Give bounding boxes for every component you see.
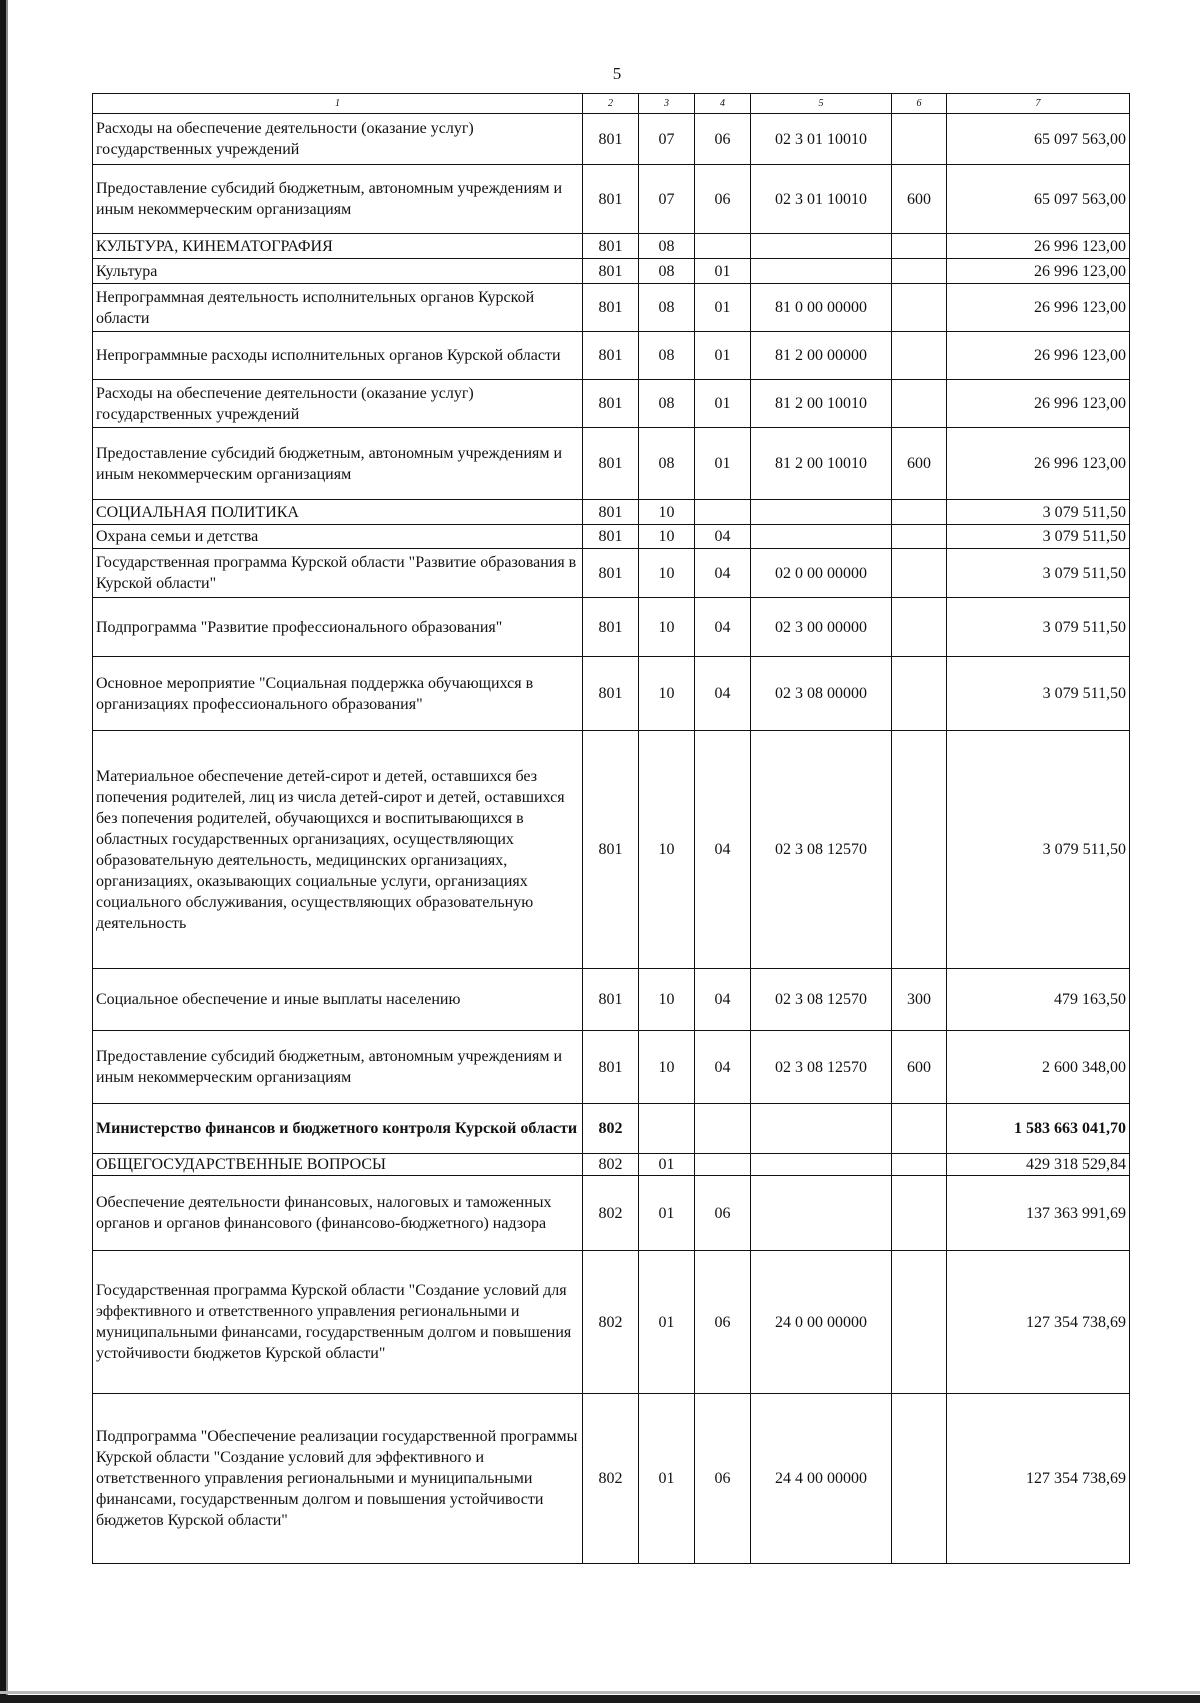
amount: 3 079 511,50 bbox=[947, 500, 1130, 525]
col-4-value bbox=[695, 1154, 751, 1176]
row-name: Основное мероприятие "Социальная поддержка обучающихся в организациях профессионального образования" bbox=[93, 657, 583, 731]
amount: 26 996 123,00 bbox=[947, 332, 1130, 380]
col-3-value: 01 bbox=[639, 1394, 695, 1564]
col-6-value bbox=[892, 114, 947, 165]
amount: 479 163,50 bbox=[947, 969, 1130, 1031]
row-name: Расходы на обеспечение деятельности (оказание услуг) государственных учреждений bbox=[93, 114, 583, 165]
row-name: Подпрограмма "Развитие профессионального образования" bbox=[93, 598, 583, 657]
col-6-value bbox=[892, 1104, 947, 1154]
col-3-value: 10 bbox=[639, 598, 695, 657]
row-name: КУЛЬТУРА, КИНЕМАТОГРАФИЯ bbox=[93, 234, 583, 259]
col-4-value: 06 bbox=[695, 1176, 751, 1251]
table-row bbox=[93, 598, 1130, 657]
amount: 26 996 123,00 bbox=[947, 259, 1130, 284]
table-row bbox=[93, 332, 1130, 380]
row-name: Предоставление субсидий бюджетным, автономным учреждениям и иным некоммерческим организациям bbox=[93, 1031, 583, 1104]
col-5-value bbox=[751, 1104, 892, 1154]
table-row bbox=[93, 380, 1130, 428]
col-5-value: 81 2 00 10010 bbox=[751, 380, 892, 428]
amount: 3 079 511,50 bbox=[947, 525, 1130, 549]
col-5-value: 24 0 00 00000 bbox=[751, 1251, 892, 1394]
row-name: ОБЩЕГОСУДАРСТВЕННЫЕ ВОПРОСЫ bbox=[93, 1154, 583, 1176]
table-row bbox=[93, 259, 1130, 284]
col-4-value: 06 bbox=[695, 114, 751, 165]
col-6-value bbox=[892, 332, 947, 380]
col-6-value: 600 bbox=[892, 428, 947, 500]
column-number-row bbox=[93, 94, 1130, 114]
col-5-value bbox=[751, 259, 892, 284]
col-2-value: 801 bbox=[583, 969, 639, 1031]
col-4-value: 01 bbox=[695, 259, 751, 284]
table-row bbox=[93, 1031, 1130, 1104]
col-6-value: 600 bbox=[892, 1031, 947, 1104]
col-3-value: 08 bbox=[639, 428, 695, 500]
col-3-value: 10 bbox=[639, 549, 695, 598]
amount: 1 583 663 041,70 bbox=[947, 1104, 1130, 1154]
col-3-value: 10 bbox=[639, 1031, 695, 1104]
page-number: 5 bbox=[612, 64, 622, 83]
col-4-value: 04 bbox=[695, 598, 751, 657]
col-4-value: 01 bbox=[695, 380, 751, 428]
col-6-value bbox=[892, 259, 947, 284]
col-3-value: 08 bbox=[639, 234, 695, 259]
table-row bbox=[93, 1251, 1130, 1394]
col-4-value: 04 bbox=[695, 525, 751, 549]
table-row bbox=[93, 1154, 1130, 1176]
col-2-value: 801 bbox=[583, 525, 639, 549]
column-number: 3 bbox=[639, 94, 695, 114]
col-3-value: 01 bbox=[639, 1251, 695, 1394]
amount: 137 363 991,69 bbox=[947, 1176, 1130, 1251]
col-4-value bbox=[695, 500, 751, 525]
col-6-value bbox=[892, 1394, 947, 1564]
col-5-value: 81 0 00 00000 bbox=[751, 284, 892, 332]
col-2-value: 802 bbox=[583, 1251, 639, 1394]
table-row bbox=[93, 234, 1130, 259]
column-number: 4 bbox=[695, 94, 751, 114]
col-3-value: 08 bbox=[639, 259, 695, 284]
col-5-value: 02 3 08 12570 bbox=[751, 1031, 892, 1104]
table-row bbox=[93, 525, 1130, 549]
col-3-value: 01 bbox=[639, 1176, 695, 1251]
row-name: Социальное обеспечение и иные выплаты населению bbox=[93, 969, 583, 1031]
amount: 429 318 529,84 bbox=[947, 1154, 1130, 1176]
col-4-value: 04 bbox=[695, 657, 751, 731]
column-number: 7 bbox=[947, 94, 1130, 114]
col-2-value: 801 bbox=[583, 284, 639, 332]
col-4-value: 04 bbox=[695, 549, 751, 598]
col-5-value bbox=[751, 1154, 892, 1176]
col-3-value: 08 bbox=[639, 332, 695, 380]
col-4-value: 01 bbox=[695, 284, 751, 332]
col-6-value bbox=[892, 657, 947, 731]
row-name: Расходы на обеспечение деятельности (оказание услуг) государственных учреждений bbox=[93, 380, 583, 428]
col-5-value bbox=[751, 234, 892, 259]
row-name: СОЦИАЛЬНАЯ ПОЛИТИКА bbox=[93, 500, 583, 525]
scan-edge-left-shadow bbox=[6, 0, 8, 1703]
col-4-value: 01 bbox=[695, 428, 751, 500]
row-name: Министерство финансов и бюджетного контроля Курской области bbox=[93, 1104, 583, 1154]
budget-table bbox=[92, 93, 1130, 1564]
col-6-value bbox=[892, 284, 947, 332]
col-2-value: 801 bbox=[583, 428, 639, 500]
amount: 2 600 348,00 bbox=[947, 1031, 1130, 1104]
col-6-value bbox=[892, 731, 947, 969]
table-row bbox=[93, 428, 1130, 500]
col-4-value bbox=[695, 234, 751, 259]
scan-edge-bottom bbox=[0, 1695, 1200, 1703]
amount: 26 996 123,00 bbox=[947, 284, 1130, 332]
col-2-value: 802 bbox=[583, 1176, 639, 1251]
col-3-value bbox=[639, 1104, 695, 1154]
col-6-value bbox=[892, 525, 947, 549]
table-row bbox=[93, 549, 1130, 598]
table-row bbox=[93, 500, 1130, 525]
row-name: Подпрограмма "Обеспечение реализации государственной программы Курской области "Создание условий для эффективного и ответственного управления региональными и муниципальными финансами, государственным долгом и повышения устойчивости бюджетов Курской области" bbox=[93, 1394, 583, 1564]
table-row bbox=[93, 165, 1130, 234]
col-2-value: 801 bbox=[583, 114, 639, 165]
amount: 127 354 738,69 bbox=[947, 1251, 1130, 1394]
col-5-value: 81 2 00 10010 bbox=[751, 428, 892, 500]
amount: 26 996 123,00 bbox=[947, 428, 1130, 500]
col-2-value: 801 bbox=[583, 1031, 639, 1104]
col-5-value: 02 3 00 00000 bbox=[751, 598, 892, 657]
col-5-value: 02 3 01 10010 bbox=[751, 114, 892, 165]
col-3-value: 07 bbox=[639, 114, 695, 165]
col-6-value: 600 bbox=[892, 165, 947, 234]
col-2-value: 801 bbox=[583, 657, 639, 731]
col-5-value bbox=[751, 1176, 892, 1251]
col-4-value: 04 bbox=[695, 969, 751, 1031]
amount: 3 079 511,50 bbox=[947, 657, 1130, 731]
col-6-value bbox=[892, 1251, 947, 1394]
table-row bbox=[93, 284, 1130, 332]
amount: 65 097 563,00 bbox=[947, 114, 1130, 165]
row-name: Непрограммная деятельность исполнительных органов Курской области bbox=[93, 284, 583, 332]
col-6-value bbox=[892, 1176, 947, 1251]
col-2-value: 801 bbox=[583, 549, 639, 598]
column-number: 6 bbox=[892, 94, 947, 114]
row-name: Культура bbox=[93, 259, 583, 284]
col-3-value: 10 bbox=[639, 731, 695, 969]
col-6-value bbox=[892, 234, 947, 259]
row-name: Предоставление субсидий бюджетным, автономным учреждениям и иным некоммерческим организациям bbox=[93, 165, 583, 234]
col-5-value: 02 0 00 00000 bbox=[751, 549, 892, 598]
col-3-value: 10 bbox=[639, 969, 695, 1031]
col-3-value: 10 bbox=[639, 525, 695, 549]
col-2-value: 802 bbox=[583, 1394, 639, 1564]
col-6-value bbox=[892, 549, 947, 598]
column-number: 2 bbox=[583, 94, 639, 114]
row-name: Государственная программа Курской области "Создание условий для эффективного и ответственного управления региональными и муниципальными финансами, государственным долгом и повышения устойчивости бюджетов Курской области" bbox=[93, 1251, 583, 1394]
col-3-value: 01 bbox=[639, 1154, 695, 1176]
row-name: Непрограммные расходы исполнительных органов Курской области bbox=[93, 332, 583, 380]
table-row bbox=[93, 731, 1130, 969]
col-5-value bbox=[751, 500, 892, 525]
col-3-value: 08 bbox=[639, 284, 695, 332]
row-name: Предоставление субсидий бюджетным, автономным учреждениям и иным некоммерческим организациям bbox=[93, 428, 583, 500]
col-4-value: 01 bbox=[695, 332, 751, 380]
amount: 3 079 511,50 bbox=[947, 549, 1130, 598]
col-5-value: 24 4 00 00000 bbox=[751, 1394, 892, 1564]
amount: 26 996 123,00 bbox=[947, 380, 1130, 428]
col-2-value: 801 bbox=[583, 380, 639, 428]
col-6-value bbox=[892, 598, 947, 657]
col-2-value: 801 bbox=[583, 500, 639, 525]
col-5-value: 02 3 08 12570 bbox=[751, 731, 892, 969]
amount: 3 079 511,50 bbox=[947, 598, 1130, 657]
col-2-value: 802 bbox=[583, 1154, 639, 1176]
amount: 127 354 738,69 bbox=[947, 1394, 1130, 1564]
col-5-value: 02 3 08 00000 bbox=[751, 657, 892, 731]
col-5-value: 81 2 00 00000 bbox=[751, 332, 892, 380]
col-4-value: 06 bbox=[695, 1251, 751, 1394]
row-name: Охрана семьи и детства bbox=[93, 525, 583, 549]
col-2-value: 801 bbox=[583, 165, 639, 234]
table-row-ministry bbox=[93, 1104, 1130, 1154]
col-6-value bbox=[892, 380, 947, 428]
col-2-value: 801 bbox=[583, 598, 639, 657]
table-row bbox=[93, 114, 1130, 165]
table-row bbox=[93, 1176, 1130, 1251]
row-name: Государственная программа Курской области "Развитие образования в Курской области" bbox=[93, 549, 583, 598]
col-3-value: 10 bbox=[639, 500, 695, 525]
col-3-value: 07 bbox=[639, 165, 695, 234]
table-row bbox=[93, 657, 1130, 731]
col-4-value bbox=[695, 1104, 751, 1154]
col-2-value: 801 bbox=[583, 259, 639, 284]
col-4-value: 04 bbox=[695, 731, 751, 969]
amount: 3 079 511,50 bbox=[947, 731, 1130, 969]
column-number: 5 bbox=[751, 94, 892, 114]
table-row bbox=[93, 969, 1130, 1031]
col-3-value: 10 bbox=[639, 657, 695, 731]
col-4-value: 04 bbox=[695, 1031, 751, 1104]
col-2-value: 801 bbox=[583, 234, 639, 259]
amount: 26 996 123,00 bbox=[947, 234, 1130, 259]
col-6-value bbox=[892, 500, 947, 525]
col-2-value: 801 bbox=[583, 332, 639, 380]
col-5-value: 02 3 08 12570 bbox=[751, 969, 892, 1031]
col-2-value: 802 bbox=[583, 1104, 639, 1154]
scan-edge-bottom-shadow bbox=[0, 1691, 1200, 1694]
col-6-value bbox=[892, 1154, 947, 1176]
row-name: Обеспечение деятельности финансовых, налоговых и таможенных органов и органов финансового (финансово-бюджетного) надзора bbox=[93, 1176, 583, 1251]
col-4-value: 06 bbox=[695, 1394, 751, 1564]
col-5-value: 02 3 01 10010 bbox=[751, 165, 892, 234]
col-4-value: 06 bbox=[695, 165, 751, 234]
amount: 65 097 563,00 bbox=[947, 165, 1130, 234]
col-6-value: 300 bbox=[892, 969, 947, 1031]
col-2-value: 801 bbox=[583, 731, 639, 969]
table-row bbox=[93, 1394, 1130, 1564]
col-3-value: 08 bbox=[639, 380, 695, 428]
column-number: 1 bbox=[93, 94, 583, 114]
col-5-value bbox=[751, 525, 892, 549]
row-name: Материальное обеспечение детей-сирот и детей, оставшихся без попечения родителей, лиц из числа детей-сирот и детей, оставшихся без попечения родителей, обучающихся и воспитывающихся в областных государственных организациях, осуществляющих образовательную деятельность, медицинских организациях, организациях, оказывающих социальные услуги, организациях социального обслуживания, осуществляющих образовательную деятельность bbox=[93, 731, 583, 969]
